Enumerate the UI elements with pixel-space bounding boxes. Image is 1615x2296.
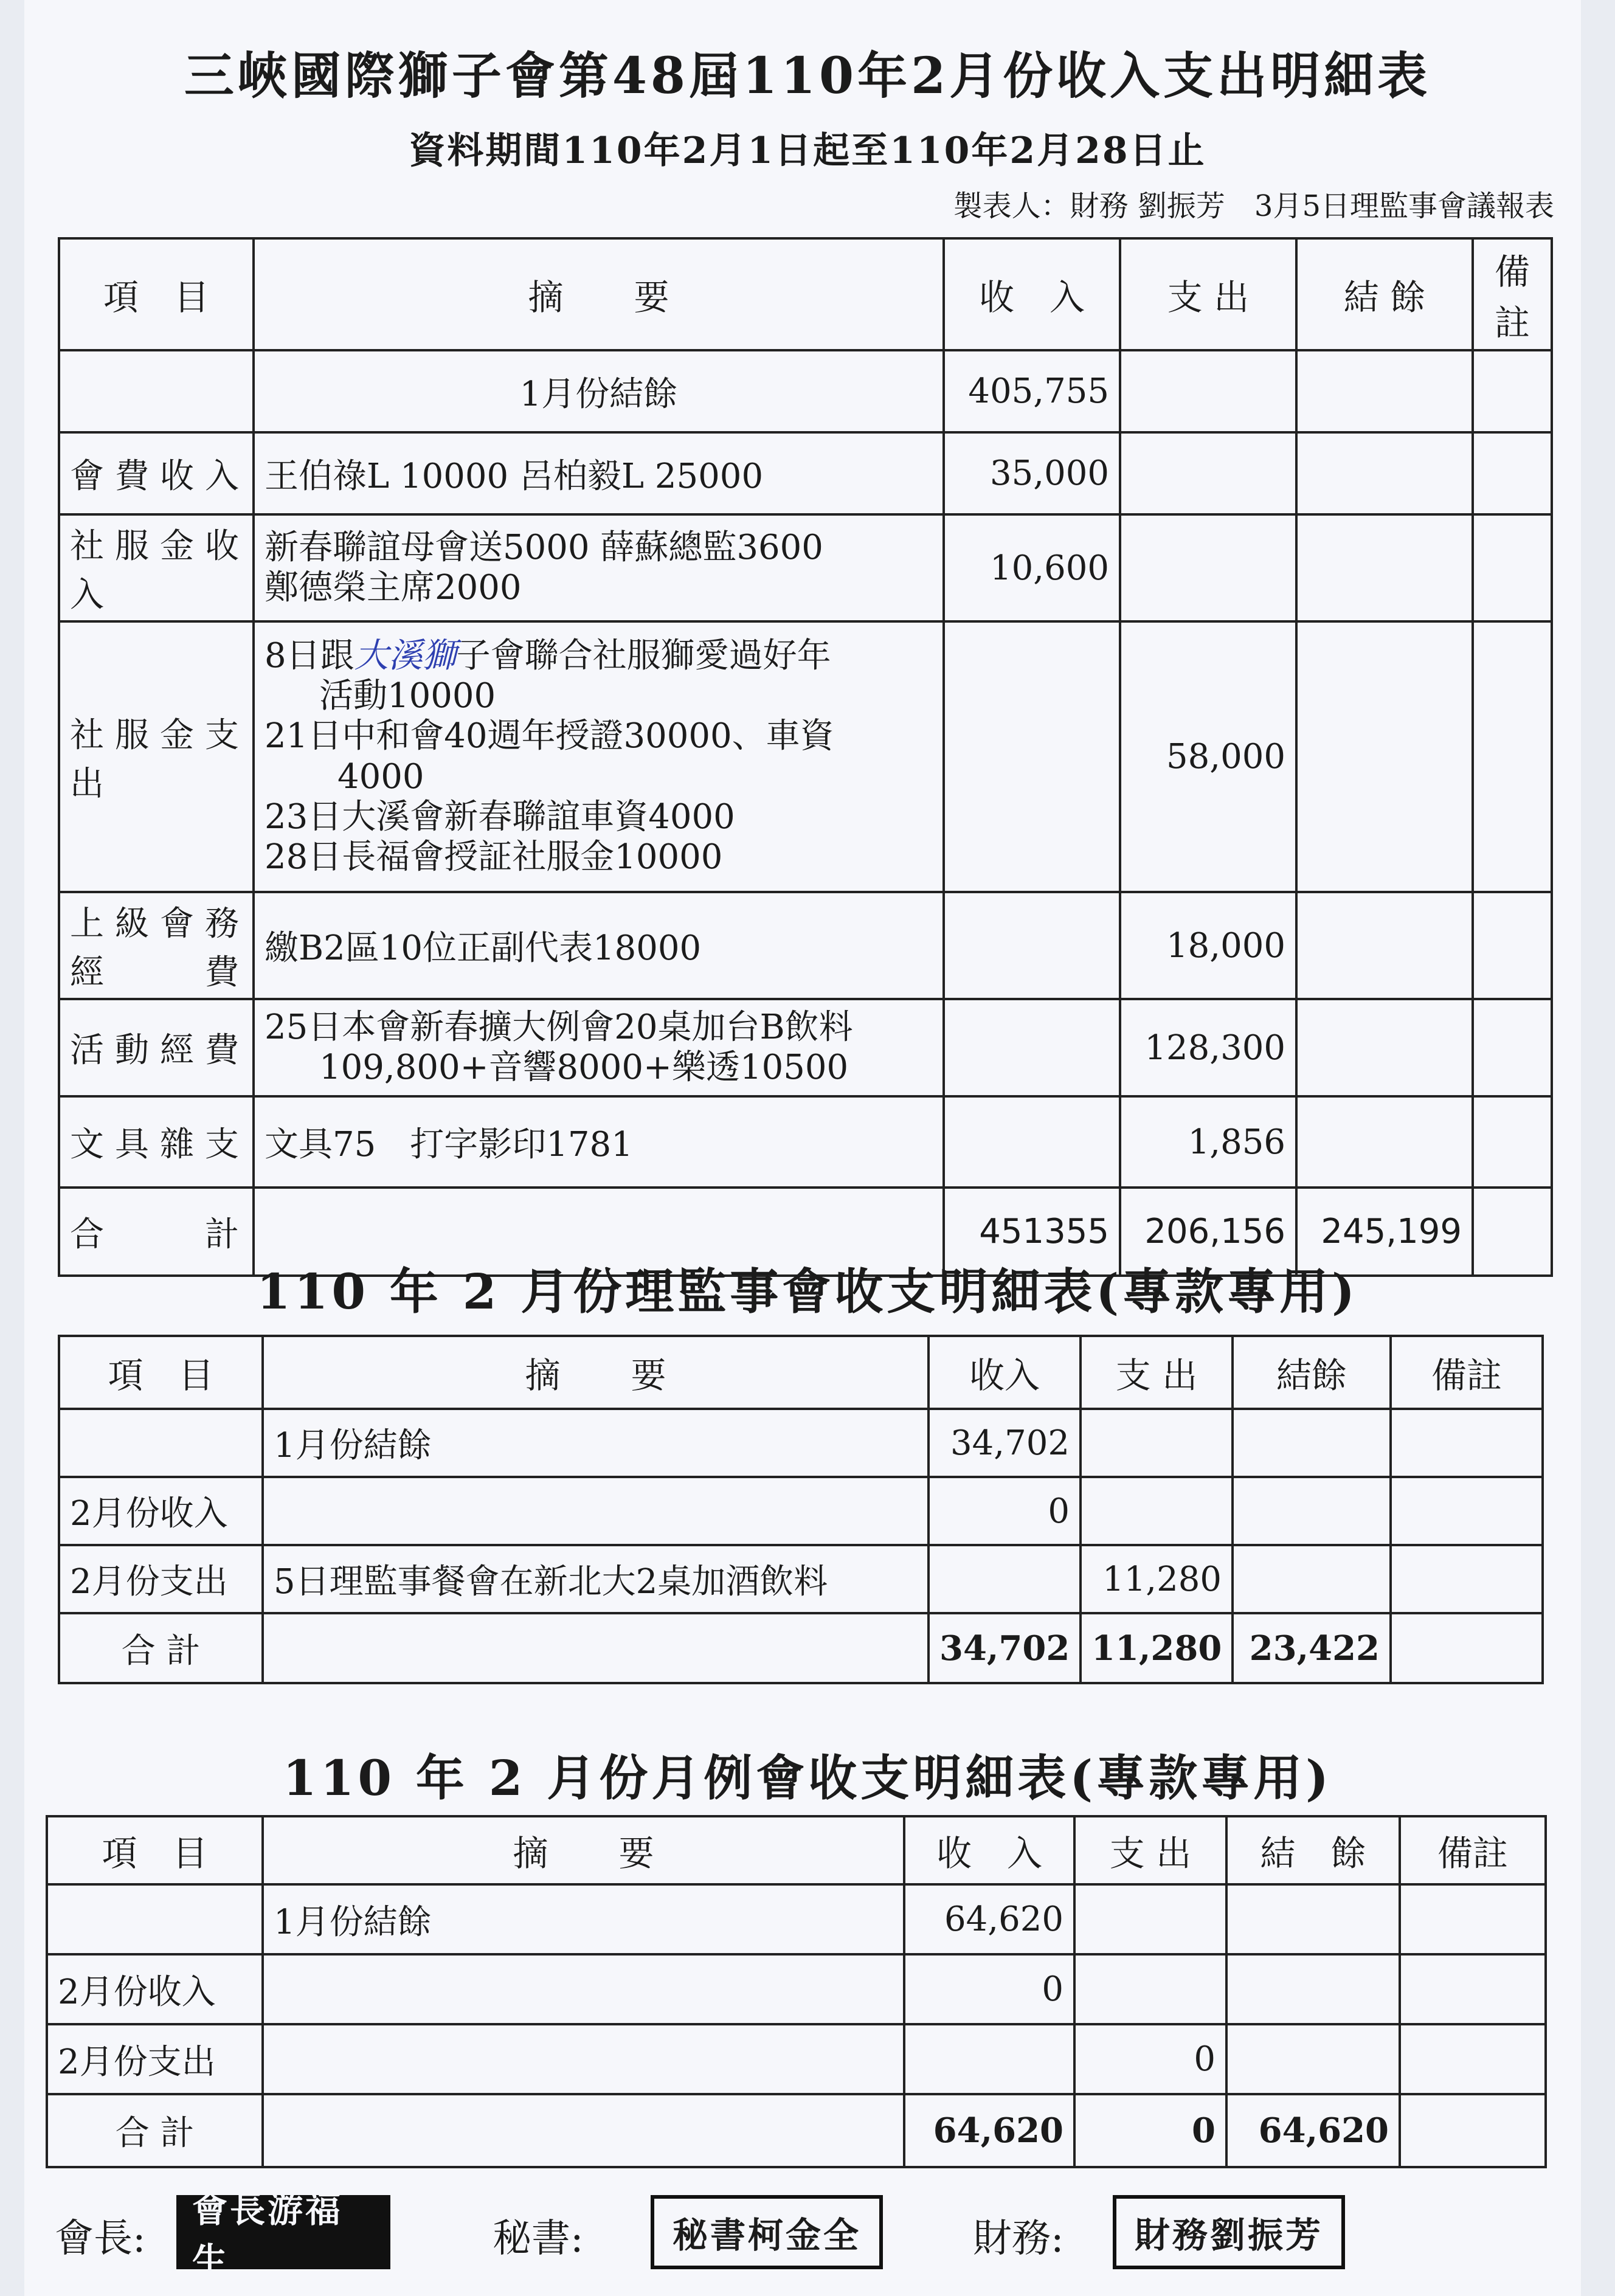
row-expense: 58,000: [1120, 621, 1296, 892]
treasurer-stamp: 財務劉振芳: [1113, 2195, 1345, 2269]
col-expense: 支 出: [1074, 1816, 1226, 1884]
total-expense: 11,280: [1081, 1613, 1233, 1683]
total-label: 合 計: [59, 1188, 254, 1276]
desc-line: 4000: [337, 756, 424, 797]
row-desc: [254, 621, 944, 892]
row-income: 0: [904, 1954, 1074, 2024]
total-income: 64,620: [904, 2094, 1074, 2167]
table-row: [59, 999, 1552, 1096]
row-income: 35,000: [944, 432, 1120, 514]
row-income: [929, 1545, 1081, 1613]
total-label: 合 計: [47, 2094, 263, 2167]
row-desc: [254, 1096, 944, 1188]
row-note: [1473, 350, 1552, 432]
col-income: 收 入: [944, 238, 1120, 350]
row-income: 0: [929, 1477, 1081, 1545]
row-note: [1391, 1477, 1543, 1545]
row-income: [944, 999, 1120, 1096]
row-balance: [1296, 621, 1473, 892]
desc-line: 109,800+音響8000+樂透10500: [319, 1048, 849, 1087]
row-desc: 1月份結餘: [263, 1884, 904, 1954]
row-item: 上級會務經費: [59, 892, 254, 999]
desc-fragment: 8日跟: [265, 636, 354, 676]
col-income: 收入: [929, 1336, 1081, 1409]
row-balance: [1296, 999, 1473, 1096]
col-expense: 支 出: [1081, 1336, 1233, 1409]
row-balance: [1233, 1545, 1391, 1613]
row-income: [944, 1096, 1120, 1188]
col-desc: 摘 要: [263, 1336, 929, 1409]
row-note: [1473, 514, 1552, 621]
total-note: [1391, 1613, 1543, 1683]
main-ledger-table: [58, 237, 1553, 1277]
row-expense: [1081, 1409, 1233, 1477]
signature-footer: [55, 2183, 1563, 2281]
row-income: 10,600: [944, 514, 1120, 621]
row-desc: [254, 892, 944, 999]
row-expense: [1120, 350, 1296, 432]
total-expense: 0: [1074, 2094, 1226, 2167]
table-row: [59, 350, 1552, 432]
row-note: [1400, 1954, 1546, 2024]
row-balance: [1226, 1954, 1400, 2024]
president-label: 會長:: [55, 2216, 146, 2261]
row-item: [59, 350, 254, 432]
row-expense: [1120, 432, 1296, 514]
col-note: 備註: [1391, 1336, 1543, 1409]
row-expense: [1081, 1477, 1233, 1545]
col-item: 項 目: [59, 1336, 263, 1409]
secretary-label: 秘書:: [493, 2216, 584, 2261]
row-expense: 11,280: [1081, 1545, 1233, 1613]
desc-line: 王伯祿L 10000 呂柏毅L 25000: [265, 456, 764, 496]
col-income: 收 入: [904, 1816, 1074, 1884]
data-period: 資料期間110年2月1日起至110年2月28日止: [409, 130, 1206, 172]
row-income: 34,702: [929, 1409, 1081, 1477]
col-note: 備註: [1400, 1816, 1546, 1884]
table-row: [59, 1477, 1543, 1545]
table-row: [59, 892, 1552, 999]
row-item: 文具雜支: [59, 1096, 254, 1188]
board-table-title: 110 年 2 月份理監事會收支明細表(專款專用): [257, 1263, 1358, 1320]
total-desc: [263, 1613, 929, 1683]
row-balance: [1226, 1884, 1400, 1954]
row-balance: [1233, 1409, 1391, 1477]
table-row: [59, 432, 1552, 514]
total-balance: 245,199: [1296, 1188, 1473, 1276]
treasurer-label: 財務:: [973, 2216, 1064, 2261]
desc-line: 文具75 打字影印1781: [265, 1125, 633, 1164]
row-item: [47, 1884, 263, 1954]
row-desc: [263, 1954, 904, 2024]
row-note: [1473, 621, 1552, 892]
col-desc: 摘 要: [263, 1816, 904, 1884]
desc-line: 1月份結餘: [519, 374, 678, 414]
row-desc: [263, 1477, 929, 1545]
desc-line: 新春聯誼母會送5000 薛蘇總監3600: [265, 527, 823, 567]
desc-line: 鄭德榮主席2000: [265, 568, 522, 607]
row-income: [944, 892, 1120, 999]
monthly-table-title: 110 年 2 月份月例會收支明細表(專款專用): [283, 1749, 1332, 1807]
row-note: [1400, 2024, 1546, 2094]
row-item: 2月份收入: [59, 1477, 263, 1545]
total-note: [1400, 2094, 1546, 2167]
row-balance: [1296, 514, 1473, 621]
total-balance: 23,422: [1233, 1613, 1391, 1683]
total-balance: 64,620: [1226, 2094, 1400, 2167]
monthly-meeting-table: [46, 1815, 1547, 2168]
row-item: 社服金支出: [59, 621, 254, 892]
total-row: [47, 2094, 1546, 2167]
table-row: [59, 621, 1552, 892]
row-expense: [1120, 514, 1296, 621]
row-item: 會費收入: [59, 432, 254, 514]
handwritten-insert: 大溪獅: [354, 636, 457, 676]
total-desc: [263, 2094, 904, 2167]
desc-line: 21日中和會40週年授證30000、車資: [265, 716, 834, 756]
table-header-row: [59, 1336, 1543, 1409]
row-balance: [1296, 892, 1473, 999]
preparer-note: 製表人：財務 劉振芳 3月5日理監事會議報表: [953, 189, 1554, 223]
row-balance: [1296, 1096, 1473, 1188]
row-desc: [254, 432, 944, 514]
row-income: [944, 621, 1120, 892]
table-row: [47, 1884, 1546, 1954]
total-expense: 206,156: [1120, 1188, 1296, 1276]
row-desc: [263, 2024, 904, 2094]
table-header-row: [59, 238, 1552, 350]
row-income: 405,755: [944, 350, 1120, 432]
page-title: 三峽國際獅子會第48屆110年2月份收入支出明細表: [184, 47, 1431, 105]
desc-line: 28日長福會授証社服金10000: [265, 837, 723, 877]
row-balance: [1296, 432, 1473, 514]
row-income: [904, 2024, 1074, 2094]
total-income: 34,702: [929, 1613, 1081, 1683]
president-stamp: 會長游福生: [176, 2195, 390, 2269]
row-income: 64,620: [904, 1884, 1074, 1954]
row-note: [1391, 1409, 1543, 1477]
row-note: [1400, 1884, 1546, 1954]
row-expense: [1074, 1884, 1226, 1954]
row-note: [1473, 432, 1552, 514]
total-row: [59, 1613, 1543, 1683]
col-item: 項 目: [47, 1816, 263, 1884]
row-item: [59, 1409, 263, 1477]
col-expense: 支 出: [1120, 238, 1296, 350]
desc-line: 活動10000: [319, 676, 496, 716]
row-note: [1391, 1545, 1543, 1613]
row-note: [1473, 892, 1552, 999]
desc-line: 25日本會新春擴大例會20桌加台B飲料: [265, 1007, 853, 1047]
table-row: [59, 1409, 1543, 1477]
row-item: 2月份支出: [59, 1545, 263, 1613]
row-item: 活動經費: [59, 999, 254, 1096]
table-row: [47, 2024, 1546, 2094]
col-balance: 結 餘: [1296, 238, 1473, 350]
table-row: [59, 1545, 1543, 1613]
desc-line: 23日大溪會新春聯誼車資4000: [265, 797, 735, 837]
desc-line: [265, 636, 933, 676]
row-expense: 128,300: [1120, 999, 1296, 1096]
row-desc: 5日理監事餐會在新北大2桌加酒飲料: [263, 1545, 929, 1613]
col-note: 備註: [1473, 238, 1552, 350]
total-income: 451355: [944, 1188, 1120, 1276]
col-desc: 摘 要: [254, 238, 944, 350]
table-row: [47, 1954, 1546, 2024]
row-expense: 18,000: [1120, 892, 1296, 999]
total-label: 合 計: [59, 1613, 263, 1683]
row-balance: [1233, 1477, 1391, 1545]
table-row: [59, 1096, 1552, 1188]
row-item: 社服金收入: [59, 514, 254, 621]
row-expense: [1074, 1954, 1226, 2024]
table-row: [59, 514, 1552, 621]
row-note: [1473, 1096, 1552, 1188]
col-item: 項 目: [59, 238, 254, 350]
row-balance: [1296, 350, 1473, 432]
row-item: 2月份收入: [47, 1954, 263, 2024]
row-item: 2月份支出: [47, 2024, 263, 2094]
board-meeting-table: [58, 1335, 1544, 1684]
row-expense: 0: [1074, 2024, 1226, 2094]
secretary-stamp: 秘書柯金全: [651, 2195, 883, 2269]
row-desc: [254, 514, 944, 621]
row-expense: 1,856: [1120, 1096, 1296, 1188]
row-desc: 1月份結餘: [263, 1409, 929, 1477]
desc-fragment: 子會聯合社服獅愛過好年: [456, 636, 831, 676]
row-desc: [254, 999, 944, 1096]
desc-line: 繳B2區10位正副代表18000: [265, 928, 702, 968]
row-desc: [254, 350, 944, 432]
row-balance: [1226, 2024, 1400, 2094]
col-balance: 結餘: [1233, 1336, 1391, 1409]
col-balance: 結 餘: [1226, 1816, 1400, 1884]
table-header-row: [47, 1816, 1546, 1884]
row-note: [1473, 999, 1552, 1096]
